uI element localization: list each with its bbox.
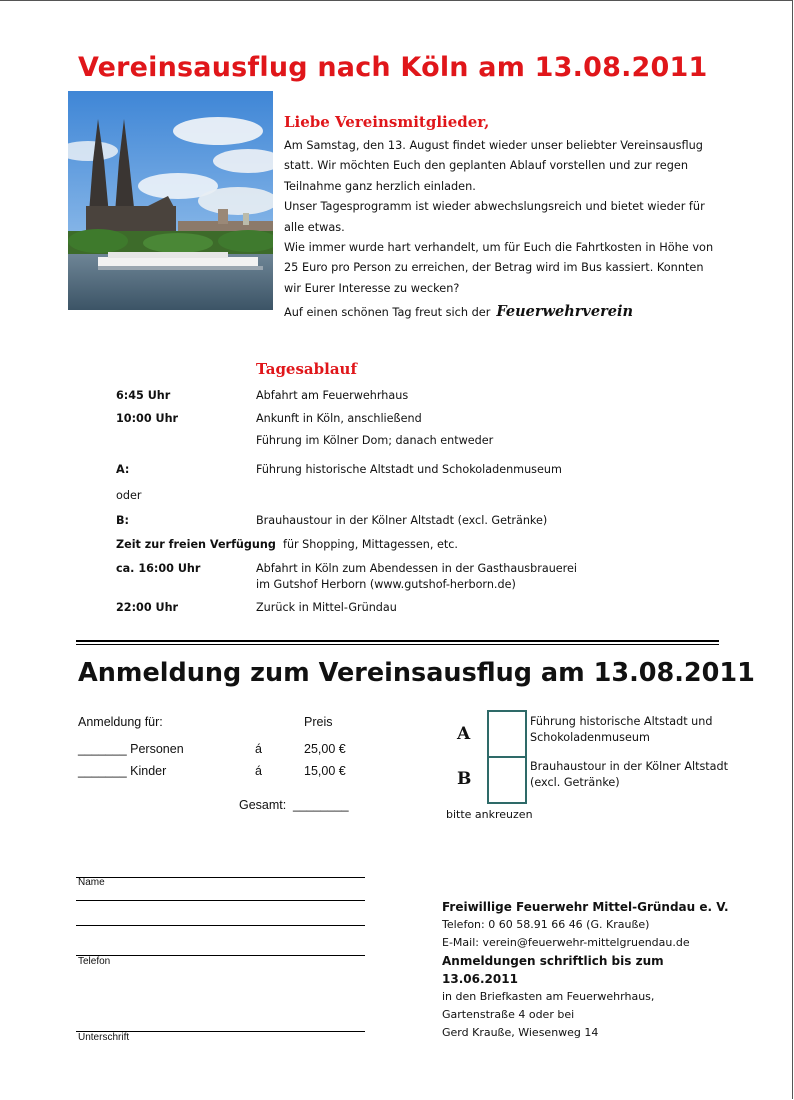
total-field[interactable]: ________: [293, 798, 349, 812]
option-a-letter: A: [457, 724, 471, 744]
name-label: Name: [78, 877, 105, 888]
kids-price: 15,00 €: [304, 764, 346, 778]
divider-thin: [76, 644, 719, 645]
schedule-desc-return-2: im Gutshof Herborn (www.gutshof-herborn.de): [256, 578, 516, 591]
divider-thick: [76, 640, 719, 642]
schedule-desc-1: Abfahrt am Feuerwehrhaus: [256, 389, 409, 402]
cologne-cathedral-photo: [68, 91, 273, 310]
contact-where-2: Gartenstraße 4 oder bei: [442, 1008, 575, 1021]
intro-paragraph-1: Am Samstag, den 13. August findet wieder unser beliebter Vereinsausflug statt. Wir möchten Euch den geplanten Ablauf vorstellen und zur regen Teilnahme ganz herzlich einladen.: [284, 139, 703, 193]
address-line-1[interactable]: [76, 900, 365, 901]
contact-where-3: Gerd Krauße, Wiesenweg 14: [442, 1026, 599, 1039]
schedule-time-b: B:: [116, 514, 130, 527]
schedule-time-return: ca. 16:00 Uhr: [116, 562, 201, 575]
contact-org: Freiwillige Feuerwehr Mittel-Gründau e. V.: [442, 900, 729, 914]
kids-count-field[interactable]: _______ Kinder: [78, 764, 167, 778]
schedule-time-a: A:: [116, 463, 130, 476]
price-label: Preis: [304, 715, 333, 729]
persons-price: 25,00 €: [304, 742, 346, 756]
total-label: Gesamt:: [239, 798, 287, 812]
intro-letter: [284, 112, 724, 324]
contact-deadline: Anmeldungen schriftlich bis zum 13.06.2011: [442, 954, 664, 986]
persons-count-field[interactable]: _______ Personen: [78, 742, 184, 756]
schedule-desc-return-1: Abfahrt in Köln zum Abendessen in der Gasthausbrauerei: [256, 562, 578, 575]
intro-paragraph-2: Unser Tagesprogramm ist wieder abwechslungsreich und bietet wieder für alle etwas.: [284, 200, 705, 234]
schedule-oder: oder: [116, 489, 142, 502]
contact-block: [442, 898, 742, 1042]
phone-label: Telefon: [78, 956, 111, 967]
schedule-time-free: Zeit zur freien Verfügung: [116, 538, 276, 551]
schedule-time-end: 22:00 Uhr: [116, 601, 179, 614]
schedule-desc-free: für Shopping, Mittagessen, etc.: [283, 538, 458, 551]
option-a-checkbox[interactable]: [487, 710, 527, 758]
registration-title: Anmeldung zum Vereinsausflug am 13.08.2011: [78, 658, 755, 688]
greeting: Liebe Vereinsmitglieder,: [284, 113, 490, 131]
schedule-desc-b: Brauhaustour in der Kölner Altstadt (excl. Getränke): [256, 514, 548, 527]
contact-email[interactable]: E-Mail: verein@feuerwehr-mittelgruendau.de: [442, 936, 690, 949]
option-b-letter: B: [457, 769, 472, 789]
phone-line[interactable]: [76, 955, 365, 956]
schedule-title: Tagesablauf: [256, 360, 357, 378]
option-b-text: Brauhaustour in der Kölner Altstadt (excl. Getränke): [530, 760, 729, 789]
name-line[interactable]: [76, 877, 365, 878]
tick-hint: bitte ankreuzen: [446, 808, 533, 821]
schedule-time-1: 6:45 Uhr: [116, 389, 171, 402]
schedule-desc-3: Führung im Kölner Dom; danach entweder: [256, 434, 494, 447]
signature-feuerwehrverein: Feuerwehrverein: [496, 303, 633, 321]
kids-each: á: [255, 764, 262, 778]
page-title: Vereinsausflug nach Köln am 13.08.2011: [78, 52, 708, 83]
schedule-time-2: 10:00 Uhr: [116, 412, 179, 425]
intro-paragraph-3: Wie immer wurde hart verhandelt, um für Euch die Fahrtkosten in Höhe von 25 Euro pro Person zu erreichen, der Betrag wird im Bus kassiert. Konnten wir Eurer Interesse zu wecken?: [284, 241, 714, 295]
address-line-2[interactable]: [76, 925, 365, 926]
option-b-checkbox[interactable]: [487, 756, 527, 804]
contact-where-1: in den Briefkasten am Feuerwehrhaus,: [442, 990, 655, 1003]
registration-for-label: Anmeldung für:: [78, 715, 163, 729]
option-a-text: Führung historische Altstadt und Schokoladenmuseum: [530, 715, 713, 744]
persons-each: á: [255, 742, 262, 756]
contact-phone: Telefon: 0 60 58.91 66 46 (G. Krauße): [442, 918, 650, 931]
schedule-desc-a: Führung historische Altstadt und Schokoladenmuseum: [256, 463, 562, 476]
schedule-desc-2: Ankunft in Köln, anschließend: [256, 412, 422, 425]
signature-label: Unterschrift: [78, 1032, 130, 1043]
schedule-desc-end: Zurück in Mittel-Gründau: [256, 601, 397, 614]
closing-text: Auf einen schönen Tag freut sich der: [284, 306, 491, 320]
closing-line: [284, 302, 724, 323]
